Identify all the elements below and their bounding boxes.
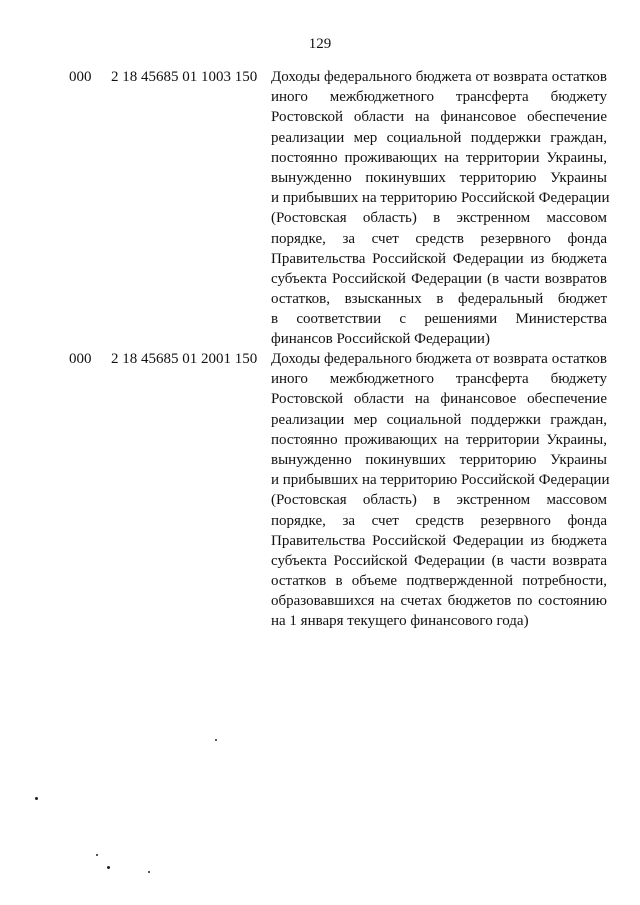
description-line: на 1 января текущего финансового года) bbox=[271, 613, 529, 630]
description-line: Ростовской области на финансовое обеспечение bbox=[271, 109, 607, 126]
description-line: и прибывших на территорию Российской Федерации bbox=[271, 472, 610, 489]
description-line: реализации мер социальной поддержки граждан, bbox=[271, 411, 607, 428]
description-line: финансов Российской Федерации) bbox=[271, 331, 490, 348]
scan-speck bbox=[148, 871, 150, 873]
description-line: реализации мер социальной поддержки граждан, bbox=[271, 129, 607, 146]
admin-code: 000 bbox=[69, 69, 92, 85]
description-line: иного межбюджетного трансферта бюджету bbox=[271, 89, 607, 106]
description-line: Ростовской области на финансовое обеспечение bbox=[271, 391, 607, 408]
description-line: субъекта Российской Федерации (в части возвратов bbox=[271, 270, 607, 287]
description-line: Правительства Российской Федерации из бюджета bbox=[271, 532, 607, 549]
scan-speck bbox=[35, 797, 38, 800]
description-line: постоянно проживающих на территории Украины, bbox=[271, 431, 607, 448]
description-line: Доходы федерального бюджета от возврата остатков bbox=[271, 351, 607, 367]
entry-description bbox=[271, 349, 610, 632]
admin-code: 000 bbox=[69, 351, 92, 367]
budget-classification-code: 2 18 45685 01 2001 150 bbox=[111, 351, 258, 367]
description-line: постоянно проживающих на территории Украины, bbox=[271, 149, 607, 166]
scan-speck bbox=[215, 739, 217, 741]
description-line: иного межбюджетного трансферта бюджету bbox=[271, 371, 607, 388]
page-number: 129 bbox=[308, 36, 332, 52]
description-line: (Ростовская область) в экстренном массовом bbox=[271, 210, 607, 227]
description-line: порядке, за счет средств резервного фонда bbox=[271, 230, 607, 247]
budget-classification-code: 2 18 45685 01 1003 150 bbox=[111, 69, 258, 85]
scan-speck bbox=[107, 866, 110, 869]
description-line: (Ростовская область) в экстренном массовом bbox=[271, 492, 607, 509]
description-line: и прибывших на территорию Российской Федерации bbox=[271, 190, 610, 207]
entry-description bbox=[271, 67, 610, 350]
description-line: порядке, за счет средств резервного фонда bbox=[271, 512, 607, 529]
description-line: образовавшихся на счетах бюджетов по состоянию bbox=[271, 593, 607, 610]
description-line: остатков, взысканных в федеральный бюджет bbox=[271, 291, 607, 308]
description-line: субъекта Российской Федерации (в части возврата bbox=[271, 552, 607, 569]
description-line: Доходы федерального бюджета от возврата остатков bbox=[271, 69, 607, 85]
description-line: в соответствии с решениями Министерства bbox=[271, 311, 607, 328]
description-line: вынужденно покинувших территорию Украины bbox=[271, 451, 607, 468]
scan-speck bbox=[96, 854, 98, 856]
description-line: вынужденно покинувших территорию Украины bbox=[271, 169, 607, 186]
description-line: остатков в объеме подтвержденной потребности, bbox=[271, 573, 607, 590]
description-line: Правительства Российской Федерации из бюджета bbox=[271, 250, 607, 267]
